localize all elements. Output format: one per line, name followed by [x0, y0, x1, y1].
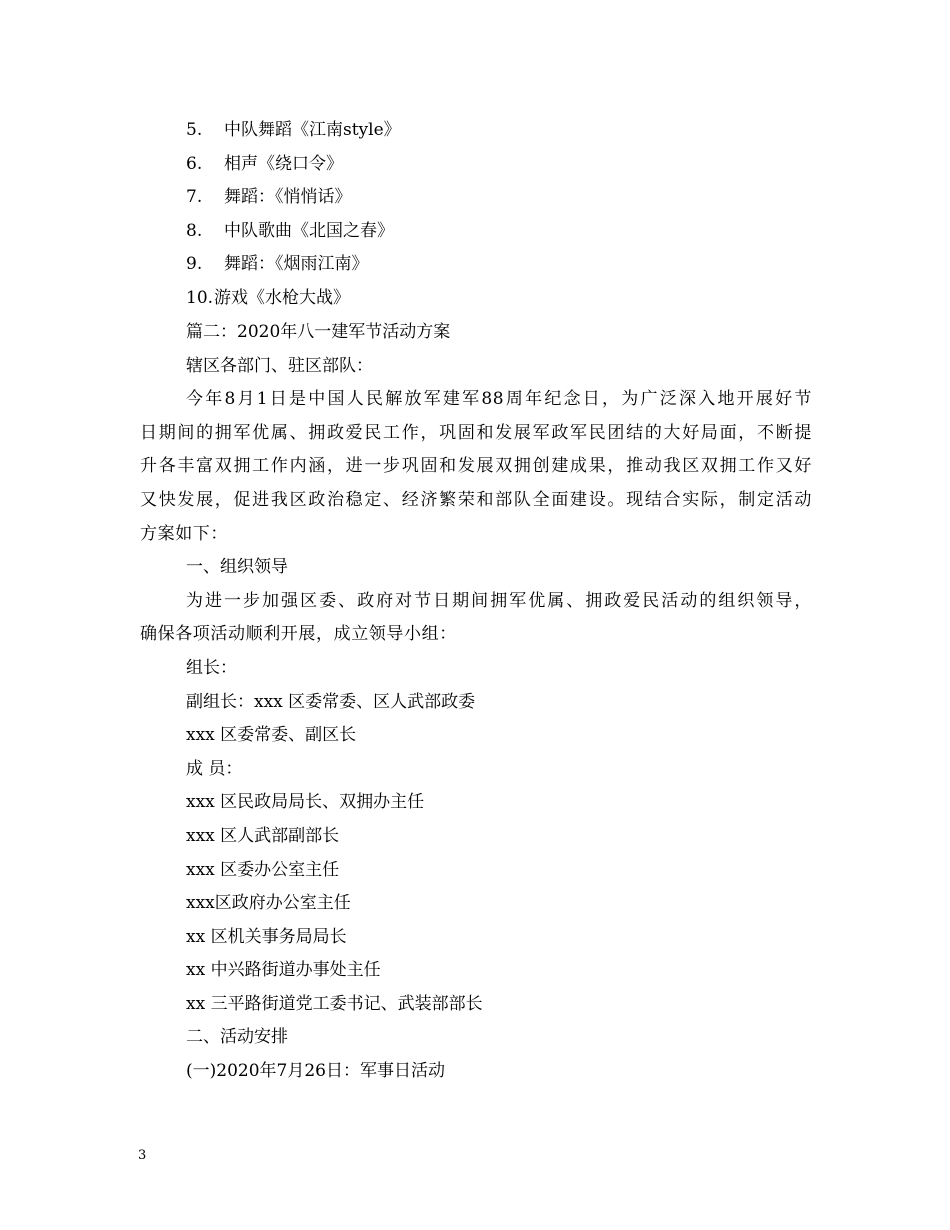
members-label: 成 员： — [186, 758, 243, 779]
list-item-number: 6. — [186, 153, 203, 174]
list-item-number: 10. — [186, 287, 214, 308]
list-item-number: 8. — [186, 220, 203, 241]
list-item-number: 5. — [186, 120, 203, 140]
leader-label: 组长： — [186, 657, 237, 678]
member-line: xxx 区人武部副部长 — [186, 825, 340, 846]
intro-paragraph — [140, 383, 812, 551]
list-item-text: 中队歌曲《北国之春》 — [224, 220, 394, 241]
heading-organization: 一、组织领导 — [186, 557, 288, 578]
paragraph-line: 日期间的拥军优属、拥政爱民工作，巩固和发展军政军民团结的大好局面，不断提 — [140, 422, 812, 443]
program-list — [0, 114, 950, 316]
list-item-text: 舞蹈：《烟雨江南》 — [224, 254, 369, 275]
paragraph-line: 又快发展，促进我区政治稳定、经济繁荣和部队全面建设。现结合实际，制定活动 — [140, 489, 812, 510]
list-item-number: 9. — [186, 254, 203, 275]
section-title: 篇二：2020年八一建军节活动方案 — [186, 322, 451, 342]
paragraph-line: 为进一步加强区委、政府对节日期间拥军优属、拥政爱民活动的组织领导， — [186, 590, 812, 611]
deputy-leader: 副组长：xxx 区委常委、区人武部政委 — [186, 691, 476, 712]
paragraph-line: 今年8月1日是中国人民解放军建军88周年纪念日，为广泛深入地开展好节 — [186, 389, 812, 410]
heading-activities: 二、活动安排 — [186, 1027, 288, 1048]
member-line: xx 中兴路街道办事处主任 — [186, 960, 381, 981]
member-line: xxx区政府办公室主任 — [186, 893, 351, 914]
list-item — [0, 282, 950, 316]
list-item-number: 7. — [186, 187, 203, 208]
paragraph-line: 确保各项活动顺利开展，成立领导小组： — [140, 624, 457, 645]
list-item — [0, 248, 950, 282]
list-item — [0, 114, 950, 148]
document-body — [140, 316, 812, 1089]
member-line: xxx 区民政局局长、双拥办主任 — [186, 792, 425, 813]
list-item-text: 舞蹈：《悄悄话》 — [224, 187, 352, 208]
member-line: xx 三平路街道党工委书记、武装部部长 — [186, 993, 483, 1014]
sub-heading: (一)2020年7月26日：军事日活动 — [186, 1061, 445, 1082]
page-number: 3 — [138, 1148, 147, 1163]
member-line: xxx 区委办公室主任 — [186, 859, 340, 880]
leadership-paragraph — [140, 585, 812, 652]
list-item-text: 游戏《水枪大战》 — [214, 287, 350, 308]
list-item-text: 中队舞蹈《江南style》 — [224, 120, 401, 140]
paragraph-line: 方案如下： — [140, 523, 228, 544]
list-item — [0, 215, 950, 249]
list-item — [0, 181, 950, 215]
member-line: xx 区机关事务局局长 — [186, 926, 347, 947]
paragraph-line: 升各丰富双拥工作内涵，进一步巩固和发展双拥创建成果，推动我区双拥工作又好 — [140, 456, 812, 477]
deputy-leader-2: xxx 区委常委、副区长 — [186, 725, 357, 746]
list-item-text: 相声《绕口令》 — [224, 153, 343, 174]
list-item — [0, 148, 950, 182]
salutation: 辖区各部门、驻区部队： — [186, 355, 373, 376]
